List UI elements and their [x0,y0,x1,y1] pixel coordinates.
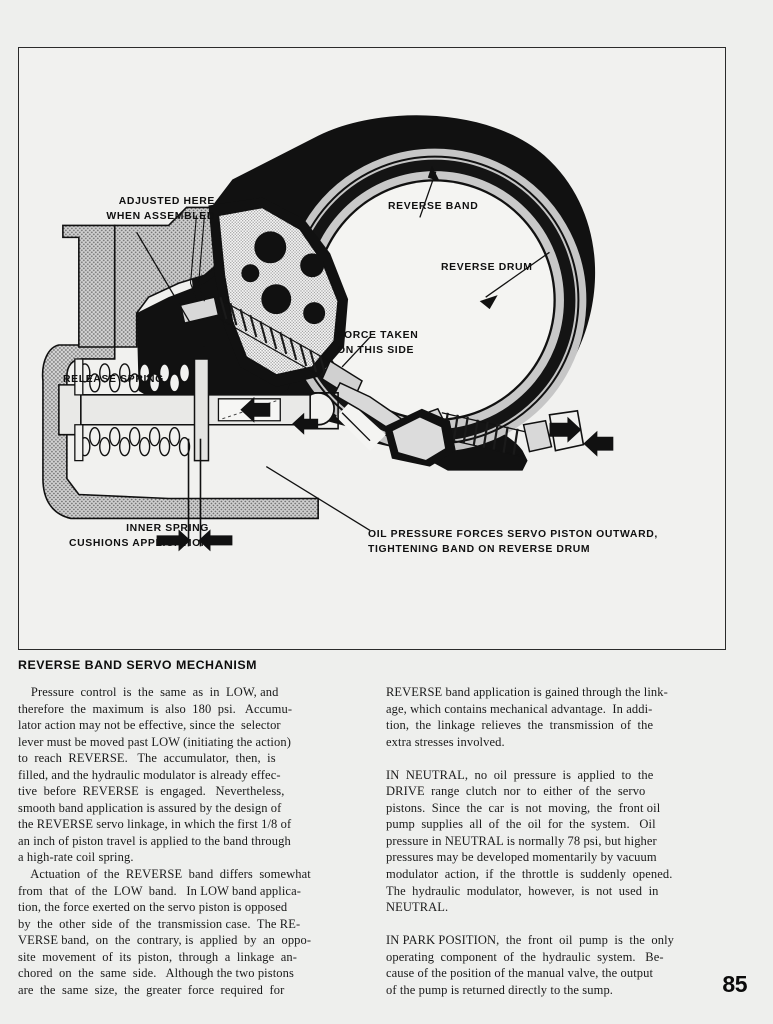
section-heading: REVERSE BAND SERVO MECHANISM [18,658,257,672]
text-line: pressure in NEUTRAL is normally 78 psi, but higher [386,833,657,848]
callout-line: OIL PRESSURE FORCES SERVO PISTON OUTWARD, [368,529,658,540]
text-line: filled, and the hydraulic modulator is already effec- [18,767,281,782]
text-line: pistons. Since the car is not moving, the front oil [386,800,661,815]
text-line: Pressure control is the same as in LOW, and [18,685,279,699]
text-line: NEUTRAL. [386,900,449,915]
paragraph [386,767,726,916]
callout-adjusted-here [63,195,215,224]
paragraph [18,866,358,998]
text-line: DRIVE range clutch nor to either of the servo [386,784,646,799]
text-line: The hydraulic modulator, however, is not used in [386,883,659,898]
callout-line: REVERSE DRUM [441,262,533,273]
callout-reverse-drum [441,261,533,276]
callout-inner-spring [43,522,209,551]
paragraph [18,684,358,866]
callout-line: REVERSE BAND [388,201,479,212]
left-column [18,684,358,998]
text-line: Actuation of the REVERSE band differs somewhat [18,867,311,882]
callout-line: RELEASE SPRING [63,374,164,385]
callout-line: ADJUSTED HERE [118,196,215,207]
callout-force-taken [337,329,418,358]
paragraph [386,932,726,998]
text-line: from that of the LOW band. In LOW band applica- [18,883,301,898]
text-line: an inch of piston travel is applied to the band through [18,833,291,848]
text-line: the REVERSE servo linkage, in which the first 1/8 of [18,817,292,832]
text-line: lever must be moved past LOW (initiating the action) [18,734,291,749]
text-line: VERSE band, on the contrary, is applied by an oppo- [18,933,312,948]
text-line: tion, the force exerted on the servo piston is opposed [18,900,288,915]
text-line: pressures may be developed momentarily by vacuum [386,850,657,865]
text-line: tion, the linkage relieves the transmission of the [386,718,654,733]
text-line: IN NEUTRAL, no oil pressure is applied to the [386,767,654,782]
text-line: therefore the maximum is also 180 psi. Accumu- [18,701,293,716]
callout-line: TIGHTENING BAND ON REVERSE DRUM [368,543,591,555]
text-line: pump supplies all of the oil for the system. Oil [386,817,656,832]
figure-frame [18,47,726,650]
text-line: chored on the same side. Although the two pistons [18,966,294,981]
paragraph [386,684,726,750]
text-line: smooth band application is assured by the design of [18,800,282,815]
text-line: to reach REVERSE. The accumulator, then, is [18,751,276,766]
text-line: operating component of the hydraulic system. Be- [386,949,664,964]
callout-line: ON THIS SIDE [337,344,415,356]
text-line: are the same size, the greater force required for [18,982,285,997]
callout-line: INNER SPRING [126,523,209,534]
callout-reverse-band [388,200,478,215]
callout-line: WHEN ASSEMBLED [106,210,215,222]
callout-release-spring [63,373,164,388]
callout-oil-pressure [368,528,658,557]
callout-line: CUSHIONS APPLICATION [69,537,209,549]
text-line: age, which contains mechanical advantage. In addi- [386,701,653,716]
text-line: by the other side of the transmission case. The RE- [18,916,301,931]
text-line: extra stresses involved. [386,734,505,749]
text-line: cause of the position of the manual valve, the output [386,966,654,981]
text-line: a high-rate coil spring. [18,850,134,865]
right-column [386,684,726,998]
text-line: IN PARK POSITION, the front oil pump is the only [386,933,675,948]
text-line: modulator action, if the throttle is suddenly opened. [386,867,673,882]
text-line: REVERSE band application is gained through the link- [386,685,668,699]
text-line: site movement of its piston, through a linkage an- [18,949,298,964]
text-line: lator action may not be effective, since the selector [18,718,281,733]
body-columns [18,684,726,998]
text-line: of the pump is returned directly to the sump. [386,982,614,997]
text-line: tive before REVERSE is engaged. Nevertheless, [18,784,285,799]
page-number: 85 [722,971,747,997]
callout-line: FORCE TAKEN [337,330,419,341]
